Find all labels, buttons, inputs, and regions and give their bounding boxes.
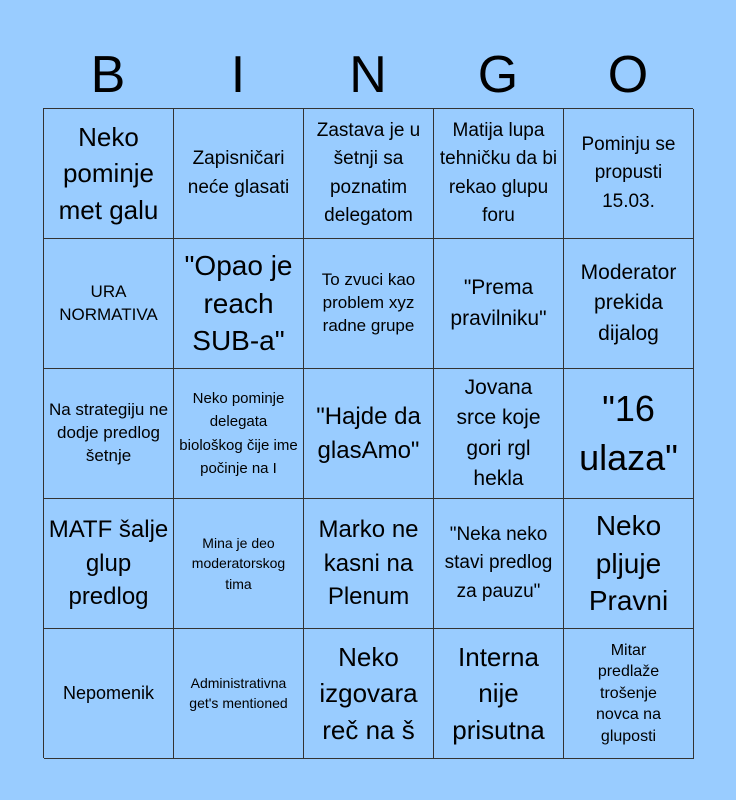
bingo-cell-r1c3[interactable] (304, 109, 434, 239)
bingo-header (43, 42, 693, 108)
bingo-cell-r3c1[interactable] (44, 369, 174, 499)
bingo-cell-r1c4[interactable] (434, 109, 564, 239)
bingo-cell-r2c4[interactable] (434, 239, 564, 369)
bingo-cell-r5c5[interactable] (564, 629, 694, 759)
bingo-board (43, 108, 693, 758)
bingo-cell-r3c5[interactable] (564, 369, 694, 499)
cell-text: Na strategiju ne dodje predlog šetnje (48, 400, 169, 465)
cell-text: Nepomenik (62, 683, 155, 704)
cell-text: Mina je deo moderatorskog tima (191, 535, 286, 592)
bingo-cell-r4c1[interactable] (44, 499, 174, 629)
bingo-cell-r4c2[interactable] (174, 499, 304, 629)
cell-text: Pominju se propusti 15.03. (581, 133, 676, 212)
cell-text: URA NORMATIVA (59, 281, 158, 324)
cell-text: Mitar predlaže trošenje novca na gluposti (596, 641, 661, 745)
bingo-cell-r2c2[interactable] (174, 239, 304, 369)
cell-text: Neko pominje delegata biološkog čije ime počinje na I (179, 390, 298, 477)
cell-text: Administrativna get's mentioned (189, 674, 288, 711)
bingo-cell-r5c1[interactable] (44, 629, 174, 759)
cell-text: Interna nije prisutna (452, 641, 545, 745)
cell-text: "Prema pravilniku" (450, 276, 547, 330)
cell-text: Zapisničari neće glasati (187, 148, 290, 198)
bingo-cell-r3c4[interactable] (434, 369, 564, 499)
header-letter-g: G (477, 46, 519, 104)
cell-text: Matija lupa tehničku da bi rekao glupu foru (439, 119, 558, 226)
bingo-cell-r2c5[interactable] (564, 239, 694, 369)
bingo-cell-r4c4[interactable] (434, 499, 564, 629)
cell-text: "Neka neko stavi predlog za pauzu" (444, 523, 553, 602)
bingo-cell-r1c5[interactable] (564, 109, 694, 239)
cell-text: "16 ulaza" (579, 387, 678, 478)
cell-text: "Hajde da glasAmo" (316, 402, 421, 464)
cell-text: Neko izgovara reč na š (319, 641, 418, 745)
bingo-cell-r3c2[interactable] (174, 369, 304, 499)
cell-text: Neko pominje met galu (58, 121, 159, 225)
cell-text: Moderator prekida dijalog (580, 260, 677, 345)
cell-text: MATF šalje glup predlog (48, 516, 169, 611)
bingo-cell-r5c4[interactable] (434, 629, 564, 759)
header-letter-n: N (349, 46, 387, 104)
bingo-cell-r2c1[interactable] (44, 239, 174, 369)
cell-text: "Opao je reach SUB-a" (184, 249, 293, 357)
cell-text: To zvuci kao problem xyz radne grupe (321, 270, 416, 335)
bingo-cell-r5c3[interactable] (304, 629, 434, 759)
bingo-cell-r3c3[interactable] (304, 369, 434, 499)
cell-text: Jovana srce koje gori rgl hekla (456, 375, 541, 490)
bingo-cell-r1c2[interactable] (174, 109, 304, 239)
bingo-cell-r4c3[interactable] (304, 499, 434, 629)
header-letter-b: B (90, 46, 126, 104)
cell-text: Marko ne kasni na Plenum (318, 516, 419, 611)
bingo-cell-r1c1[interactable] (44, 109, 174, 239)
bingo-cell-r4c5[interactable] (564, 499, 694, 629)
bingo-cell-r2c3[interactable] (304, 239, 434, 369)
cell-text: Neko pljuje Pravni (588, 509, 669, 617)
cell-text: Zastava je u šetnji sa poznatim delegatom (316, 119, 421, 226)
bingo-cell-r5c2[interactable] (174, 629, 304, 759)
header-letter-o: O (607, 46, 649, 104)
header-letter-i: I (230, 46, 246, 104)
